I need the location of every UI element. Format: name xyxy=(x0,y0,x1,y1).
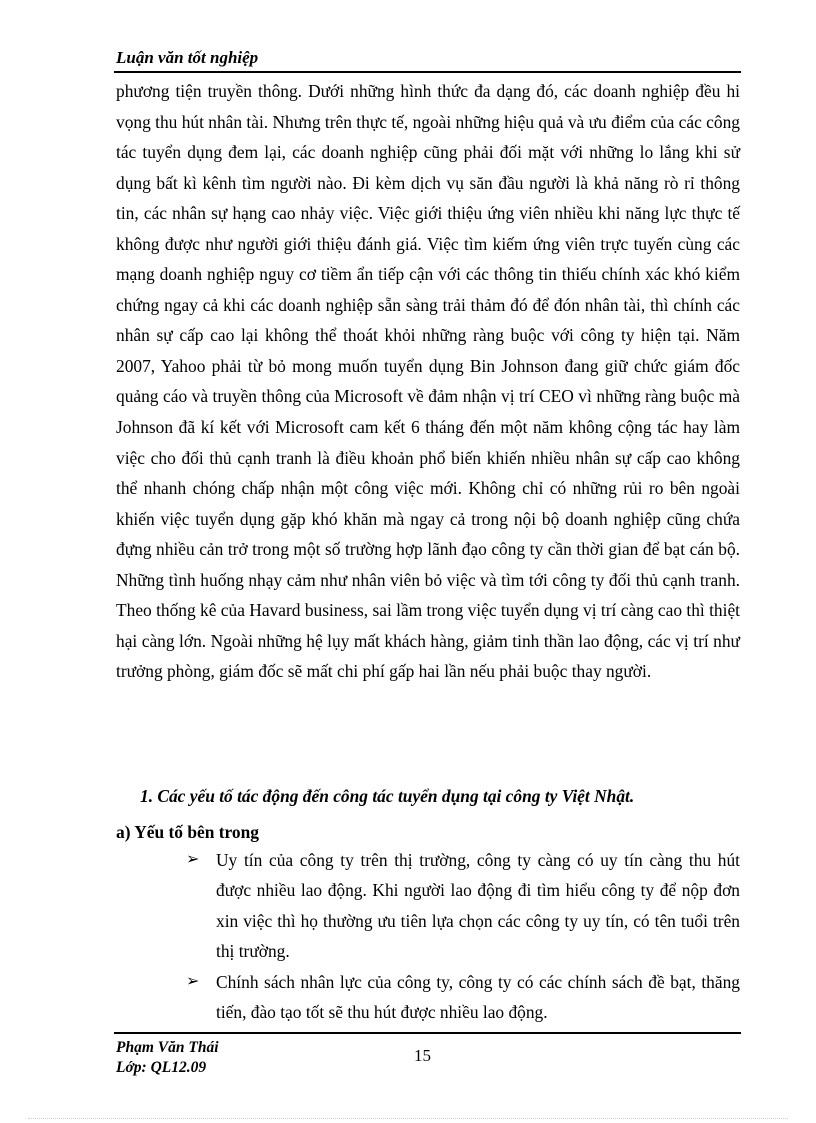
subsection-heading: a) Yếu tố bên trong xyxy=(116,822,259,842)
arrow-bullet-icon: ➢ xyxy=(186,972,200,990)
bullet-text: Uy tín của công ty trên thị trường, công ty càng có uy tín càng thu hút được nhiều lao động. Khi người lao động đi tìm hiểu công ty để nộp đơn xin việc thì họ thường ưu tiên lựa chọn các công ty uy tín, có tên tuổi trên thị trường. xyxy=(216,850,740,962)
list-item xyxy=(186,845,740,967)
class-label: Lớp: QL12.09 xyxy=(116,1059,207,1076)
running-header: Luận văn tốt nghiệp xyxy=(116,48,259,67)
section-heading: 1. Các yếu tố tác động đến công tác tuyển dụng tại công ty Việt Nhật. xyxy=(140,786,635,806)
body-paragraph: phương tiện truyền thông. Dưới những hình thức đa dạng đó, các doanh nghiệp đều hi vọng thu hút nhân tài. Nhưng trên thực tế, ngoài những hiệu quả và ưu điểm của các công tác tuyển dụng đem lại, các doanh nghiệp cũng phải đối mặt với những lo lắng khi sử dụng bất kì kênh tìm người nào. Đi kèm dịch vụ săn đầu người là khả năng rò rỉ thông tin, các nhân sự hạng cao nhảy việc. Việc giới thiệu ứng viên nhiều khi năng lực thực tế không được như người giới thiệu đánh giá. Việc tìm kiếm ứng viên trực tuyến cùng các mạng doanh nghiệp nguy cơ tiềm ẩn tiếp cận với các thông tin thiếu chính xác khó kiểm chứng ngay cả khi các doanh nghiệp sẵn sàng trải thảm đó để đón nhân tài, thì chính các nhân sự cấp cao lại không thể thoát khỏi những ràng buộc với công ty hiện tại. Năm 2007, Yahoo phải từ bỏ mong muốn tuyển dụng Bin Johnson đang giữ chức giám đốc quảng cáo và truyền thông của Microsoft về đảm nhận vị trí CEO vì những ràng buộc mà Johnson đã kí kết với Microsoft cam kết 6 tháng đến một năm không cộng tác hay làm việc cho đối thủ cạnh tranh là điều khoản phổ biến khiến nhiều nhân sự cấp cao không thể nhanh chóng chấp nhận một công việc mới. Không chỉ có những rủi ro bên ngoài khiến việc tuyển dụng gặp khó khăn mà ngay cả trong nội bộ doanh nghiệp cũng chứa đựng nhiều cản trở trong một số trường hợp lãnh đạo công ty cần thời gian để bạt cán bộ. Những tình huống nhạy cảm như nhân viên bỏ việc và tìm tới công ty đối thủ cạnh tranh. Theo thống kê của Havard business, sai lầm trong việc tuyển dụng vị trí càng cao thì thiệt hại càng lớn. Ngoài những hệ lụy mất khách hàng, giảm tinh thần lao động, các vị trí như trưởng phòng, giám đốc sẽ mất chi phí gấp hai lần nếu phải buộc thay người. xyxy=(116,81,740,682)
page-edge-divider xyxy=(28,1118,788,1119)
author-name: Phạm Văn Thái xyxy=(116,1039,219,1056)
header-rule xyxy=(114,71,741,73)
bullet-text: Chính sách nhân lực của công ty, công ty có các chính sách đề bạt, thăng tiến, đào tạo tốt sẽ thu hút được nhiều lao động. xyxy=(216,971,740,1023)
list-item xyxy=(186,967,740,1028)
footer-rule xyxy=(114,1032,741,1034)
footer-author-block xyxy=(116,1038,219,1078)
arrow-bullet-icon: ➢ xyxy=(186,851,200,868)
bullet-list xyxy=(186,845,740,1027)
main-paragraph-block xyxy=(116,76,740,687)
page-number: 15 xyxy=(414,1046,431,1065)
